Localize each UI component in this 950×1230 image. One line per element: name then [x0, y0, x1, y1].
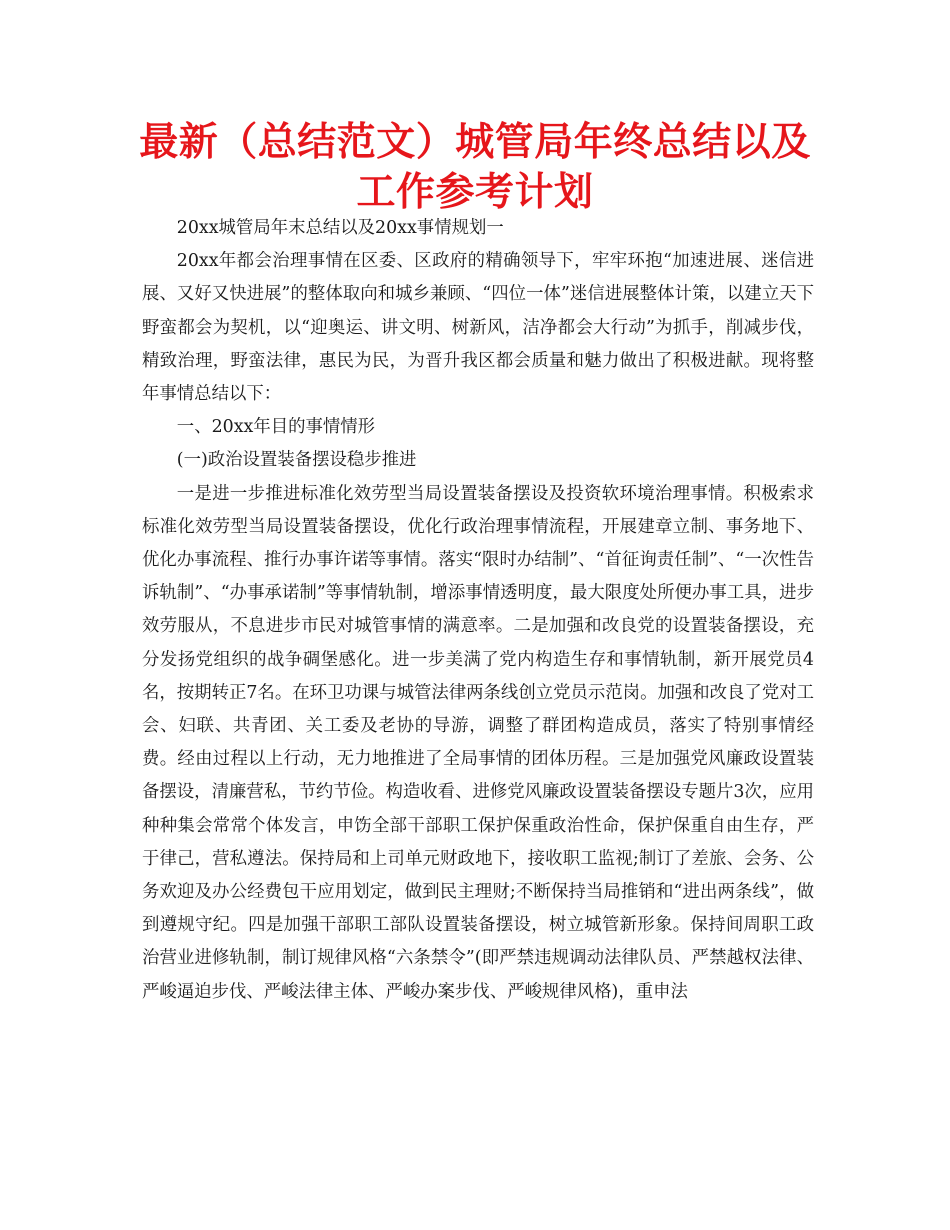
subtitle-paragraph: 20xx城管局年末总结以及20xx事情规划一 [176, 218, 504, 238]
document-title: 最新（总结范文）城管局年终总结以及工作参考计划 [139, 120, 811, 215]
section-heading: 一、20xx年目的事情情形 [176, 417, 376, 438]
document-body [142, 212, 814, 1009]
intro-paragraph: 20xx年都会治理事情在区委、区政府的精确领导下，牢牢环抱“加速进展、迷信进展、又好又快进展”的整体取向和城乡兼顾、“四位一体”迷信进展整体计策，以建立天下野蛮都会为契机，以“迎奥运、讲文明、树新风，洁净都会大行动”为抓手，削减步伐，精致治理，野蛮法律，惠民为民，为晋升我区都会质量和魅力做出了积极进献。现将整年事情总结以下： [142, 251, 814, 405]
body-paragraph: 一是进一步推进标准化效劳型当局设置装备摆设及投资软环境治理事情。积极索求标准化效劳型当局设置装备摆设，优化行政治理事情流程，开展建章立制、事务地下、优化办事流程、推行办事许诺等事情。落实“限时办结制”、“首征询责任制”、“一次性告诉轨制”、“办事承诺制”等事情轨制，增添事情透明度，最大限度处所便办事工具，进步效劳服从，不息进步市民对城管事情的满意率。二是加强和改良党的设置装备摆设，充分发扬党组织的战争碉堡感化。进一步美满了党内构造生存和事情轨制，新开展党员4名，按期转正7名。在环卫功课与城管法律两条线创立党员示范岗。加强和改良了党对工会、妇联、共青团、关工委及老协的导游，调整了群团构造成员，落实了特别事情经费。经由过程以上行动，无力地推进了全局事情的团体历程。三是加强党风廉政设置装备摆设，清廉营私，节约节俭。构造收看、进修党风廉政设置装备摆设专题片3次，应用种种集会常常个体发言，申饬全部干部职工保护保重政治性命，保护保重自由生存，严于律己，营私遵法。保持局和上司单元财政地下，接收职工监视;制订了差旅、会务、公务欢迎及办公经费包干应用划定，做到民主理财;不断保持当局推销和“进出两条线”，做到遵规守纪。四是加强干部职工部队设置装备摆设，树立城管新形象。保持间周职工政治营业进修轨制，制订规律风格“六条禁令”(即严禁违规调动法律队员、严禁越权法律、严峻逼迫步伐、严峻法律主体、严峻办案步伐、严峻规律风格)，重申法 [142, 483, 814, 1002]
subsection-heading: (一)政治设置装备摆设稳步推进 [176, 450, 417, 471]
